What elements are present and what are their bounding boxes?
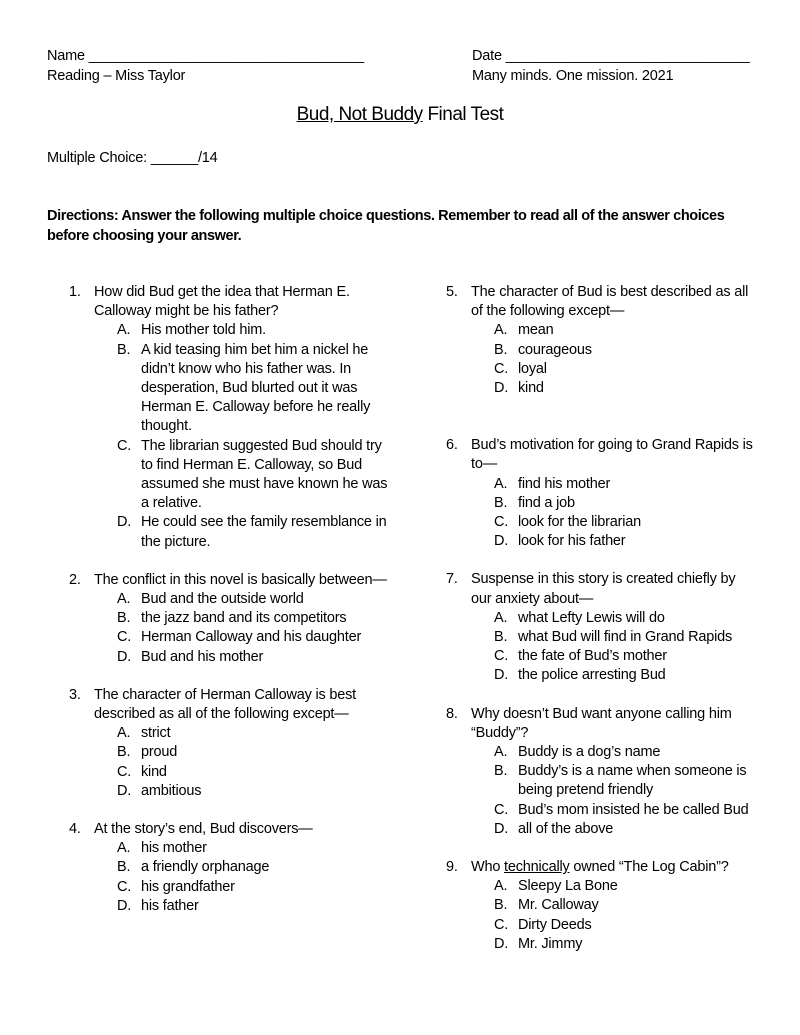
- answer-option: A. mean: [494, 322, 554, 339]
- answer-option: C. loyal: [494, 360, 547, 377]
- question-4: [69, 820, 389, 916]
- answer-option: C. The librarian suggested Bud should try to find Herman E. Calloway, so Bud assumed she must have known he was a relative.: [117, 437, 388, 512]
- answer-option: C. Herman Calloway and his daughter: [117, 629, 362, 646]
- answer-option: B. Buddy’s is a name when someone is being pretend friendly: [494, 763, 747, 799]
- answer-option: A. his mother: [117, 840, 207, 857]
- answer-option: A. His mother told him.: [117, 322, 266, 339]
- directions: Directions: Answer the following multiple choice questions. Remember to read all of the answer choices before choosing your answer.: [47, 208, 725, 244]
- question-5: [446, 283, 756, 398]
- answer-option: D. his father: [117, 897, 199, 914]
- question-number: 7.: [446, 571, 458, 588]
- question-number: 8.: [446, 705, 458, 722]
- answer-option: B. Mr. Calloway: [494, 897, 599, 914]
- question-6: [446, 436, 756, 551]
- question-number: 6.: [446, 437, 458, 454]
- answer-option: C. Bud’s mom insisted he be called Bud: [494, 801, 749, 818]
- question-stem: How did Bud get the idea that Herman E. Calloway might be his father?: [94, 284, 350, 320]
- question-number: 4.: [69, 821, 81, 838]
- answer-option: C. look for the librarian: [494, 514, 641, 531]
- question-number: 2.: [69, 571, 81, 588]
- question-1: [69, 283, 389, 552]
- answer-option: C. his grandfather: [117, 878, 235, 895]
- answer-option: D. He could see the family resemblance in the picture.: [117, 514, 387, 550]
- answer-option: D. kind: [494, 380, 544, 397]
- question-column-right: [446, 283, 756, 973]
- question-number: 1.: [69, 284, 81, 300]
- answer-option: A. what Lefty Lewis will do: [494, 609, 665, 626]
- title-rest: Final Test: [422, 104, 504, 125]
- answer-option: B. proud: [117, 744, 178, 761]
- date-line: Date _______________________________: [472, 48, 750, 64]
- question-number: 5.: [446, 284, 458, 300]
- answer-option: D. Bud and his mother: [117, 648, 264, 665]
- answer-option: A. Sleepy La Bone: [494, 878, 618, 895]
- class-line: Reading – Miss Taylor: [47, 68, 186, 84]
- answer-option: A. find his mother: [494, 475, 611, 492]
- answer-option: B. find a job: [494, 494, 575, 511]
- answer-option: D. look for his father: [494, 533, 626, 550]
- question-8: [446, 705, 756, 839]
- name-line: Name ___________________________________: [47, 48, 364, 64]
- answer-option: B. A kid teasing him bet him a nickel he didn’t know who his father was. In desperation, Bud blurted out it was Herman E. Calloway before he really thought.: [117, 341, 371, 435]
- answer-option: D. the police arresting Bud: [494, 667, 666, 684]
- question-column-left: [69, 283, 389, 935]
- question-number: 9.: [446, 859, 458, 876]
- question-stem: The character of Herman Calloway is best described as all of the following except—: [94, 686, 356, 723]
- answer-option: A. Buddy is a dog’s name: [494, 744, 661, 761]
- question-stem: Who technically owned “The Log Cabin”?: [471, 859, 729, 876]
- question-stem: Bud’s motivation for going to Grand Rapids is to—: [471, 437, 753, 473]
- question-stem: The character of Bud is best described as all of the following except—: [471, 284, 749, 320]
- header-right: [472, 46, 749, 86]
- answer-option: C. the fate of Bud’s mother: [494, 648, 667, 665]
- question-stem: At the story’s end, Bud discovers—: [94, 821, 313, 838]
- question-stem: The conflict in this novel is basically between—: [94, 571, 387, 588]
- answer-option: D. all of the above: [494, 820, 614, 837]
- book-title: Bud, Not Buddy: [296, 104, 423, 125]
- answer-option: C. kind: [117, 763, 167, 780]
- answer-option: B. a friendly orphanage: [117, 859, 270, 876]
- answer-option: D. Mr. Jimmy: [494, 935, 583, 952]
- question-9: [446, 858, 756, 954]
- question-2: [69, 571, 389, 667]
- header-left: [47, 46, 364, 86]
- question-stem: Suspense in this story is created chiefly by our anxiety about—: [471, 571, 736, 607]
- answer-option: B. what Bud will find in Grand Rapids: [494, 629, 733, 646]
- answer-option: B. courageous: [494, 341, 592, 358]
- question-3: [69, 686, 389, 801]
- answer-option: B. the jazz band and its competitors: [117, 610, 347, 627]
- answer-option: D. ambitious: [117, 782, 202, 799]
- underlined-word: technically: [504, 859, 570, 876]
- question-number: 3.: [69, 686, 81, 703]
- question-stem: Why doesn’t Bud want anyone calling him “Buddy”?: [471, 705, 732, 741]
- answer-option: C. Dirty Deeds: [494, 916, 592, 933]
- test-title: [0, 104, 800, 126]
- score-line: Multiple Choice: ______/14: [47, 150, 218, 166]
- answer-option: A. Bud and the outside world: [117, 591, 304, 608]
- motto-line: Many minds. One mission. 2021: [472, 68, 674, 84]
- question-7: [446, 570, 756, 685]
- answer-option: A. strict: [117, 725, 171, 742]
